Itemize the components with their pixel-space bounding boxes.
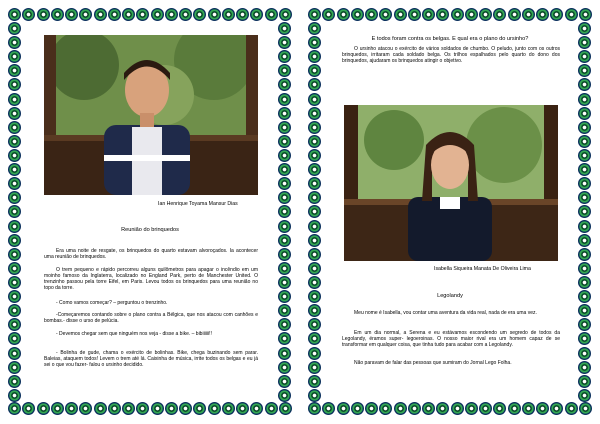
story-title: Reunião do brinquedos [121,227,179,233]
border-ornament [8,248,21,261]
border-ornament [308,205,321,218]
border-ornament [351,8,364,21]
paragraph: - Como vamos começar? – perguntou o trenzinho. [56,300,168,306]
border-ornament [578,135,591,148]
border-ornament [8,205,21,218]
border-ornament [8,304,21,317]
border-ornament [8,8,21,21]
border-ornament [308,64,321,77]
border-ornament [8,276,21,289]
border-ornament [51,402,64,415]
border-ornament [222,402,235,415]
story-title: Legolandy [437,293,463,299]
border-ornament [436,8,449,21]
border-ornament [8,78,21,91]
border-ornament [465,402,478,415]
border-ornament [451,402,464,415]
border-ornament [308,304,321,317]
decorative-border-bottom [308,402,592,416]
border-ornament [394,402,407,415]
border-ornament [8,149,21,162]
border-ornament [308,318,321,331]
border-ornament [136,8,149,21]
border-ornament [8,318,21,331]
border-ornament [122,8,135,21]
border-ornament [351,402,364,415]
border-ornament [179,8,192,21]
border-ornament [508,402,521,415]
border-ornament [308,191,321,204]
paragraph: - Bolinha de gude, chama o exército de bolinhas. Bike, chega buzinando sem parar. Baleias, ataquem todos! Levem o trem até lá. Caixinha de música, irrite todos os belgas e eu já sei o que vou fazer- falou o ursinho decidido. [44,350,258,369]
border-ornament [522,402,535,415]
border-ornament [37,402,50,415]
border-ornament [65,402,78,415]
boy-photo [44,35,258,195]
paragraph: Não paravam de falar das pessoas que sumiram do Jornal Lego Folha. [354,360,512,366]
border-ornament [579,402,592,415]
paragraph: O ursinho atacou o exército de vários soldados de chumbo. O peludo, junto com os outros brinquedos, irritaram cada soldado belga. Os trilhos espalhados pelo quarto do dono dos brinquedos, ajudaram os brinquedos atingir o objetivo. [342,46,560,65]
border-ornament [408,8,421,21]
border-ornament [308,135,321,148]
border-ornament [8,50,21,63]
border-ornament [337,8,350,21]
border-ornament [379,402,392,415]
border-ornament [479,402,492,415]
paragraph: - Devemos chegar sem que ninguém nos veja - disse a bike. – bibiiiiii!! [56,331,212,337]
border-ornament [579,8,592,21]
border-ornament [8,290,21,303]
left-page [8,8,292,416]
paragraph: -Começaremos contando sobre o plano contra a Bélgica, que nos atacou com canhões e bombas.- disse o urso de pelúcia. [44,312,258,325]
border-ornament [278,248,291,261]
border-ornament [493,8,506,21]
border-ornament [578,220,591,233]
border-ornament [308,332,321,345]
border-ornament [278,234,291,247]
border-ornament [279,402,292,415]
border-ornament [578,262,591,275]
border-ornament [8,177,21,190]
border-ornament [536,8,549,21]
border-ornament [578,93,591,106]
border-ornament [151,8,164,21]
border-ornament [278,149,291,162]
border-ornament [151,402,164,415]
border-ornament [8,36,21,49]
paragraph: Era uma noite de resgate, os brinquedos do quarto estavam alvoroçados. Ia acontecer uma reunião de brinquedos. [44,248,258,261]
border-ornament [8,163,21,176]
border-ornament [578,163,591,176]
border-ornament [278,290,291,303]
decorative-border-top [308,8,592,22]
border-ornament [337,402,350,415]
border-ornament [278,107,291,120]
border-ornament [578,332,591,345]
border-ornament [8,361,21,374]
border-ornament [8,389,21,402]
border-ornament [208,402,221,415]
border-ornament [37,8,50,21]
photo-caption: Ian Henrique Toyama Mansur Dias [158,201,238,207]
border-ornament [578,64,591,77]
border-ornament [108,8,121,21]
border-ornament [278,318,291,331]
border-ornament [8,332,21,345]
border-ornament [278,36,291,49]
border-ornament [278,191,291,204]
border-ornament [578,318,591,331]
border-ornament [578,361,591,374]
border-ornament [136,402,149,415]
border-ornament [308,347,321,360]
border-ornament [278,276,291,289]
border-ornament [422,8,435,21]
border-ornament [278,163,291,176]
border-ornament [308,78,321,91]
border-ornament [278,93,291,106]
intro-question: E todos foram contra os belgas. E qual era o plano do ursinho? [371,36,529,42]
border-ornament [278,375,291,388]
border-ornament [222,8,235,21]
border-ornament [578,205,591,218]
border-ornament [365,402,378,415]
border-ornament [8,375,21,388]
border-ornament [308,389,321,402]
border-ornament [508,8,521,21]
border-ornament [308,262,321,275]
border-ornament [308,276,321,289]
border-ornament [365,8,378,21]
border-ornament [308,107,321,120]
border-ornament [578,107,591,120]
border-ornament [308,93,321,106]
border-ornament [278,50,291,63]
border-ornament [436,402,449,415]
border-ornament [394,8,407,21]
border-ornament [465,8,478,21]
border-ornament [379,8,392,21]
border-ornament [8,93,21,106]
border-ornament [550,402,563,415]
border-ornament [308,163,321,176]
border-ornament [278,332,291,345]
border-ornament [578,234,591,247]
border-ornament [65,8,78,21]
border-ornament [578,50,591,63]
border-ornament [578,22,591,35]
border-ornament [578,78,591,91]
border-ornament [278,262,291,275]
border-ornament [578,248,591,261]
border-ornament [479,8,492,21]
border-ornament [94,8,107,21]
border-ornament [8,262,21,275]
border-ornament [8,22,21,35]
border-ornament [578,149,591,162]
border-ornament [565,402,578,415]
border-ornament [308,177,321,190]
border-ornament [193,402,206,415]
photo-caption: Isabella Siqueira Manata De Oliveira Lima [434,266,531,272]
border-ornament [308,149,321,162]
border-ornament [278,121,291,134]
decorative-border-top [8,8,292,22]
border-ornament [536,402,549,415]
border-ornament [322,402,335,415]
border-ornament [308,22,321,35]
border-ornament [8,107,21,120]
decorative-border-right [578,22,592,402]
border-ornament [451,8,464,21]
border-ornament [278,135,291,148]
border-ornament [279,8,292,21]
border-ornament [8,121,21,134]
paragraph: Meu nome é Isabella, vou contar uma aventura da vida real, nada de era uma vez. [354,310,537,316]
border-ornament [308,8,321,21]
decorative-border-left [308,22,322,402]
border-ornament [22,402,35,415]
border-ornament [308,50,321,63]
border-ornament [278,22,291,35]
border-ornament [308,402,321,415]
border-ornament [308,361,321,374]
border-ornament [308,234,321,247]
border-ornament [308,220,321,233]
decorative-border-bottom [8,402,292,416]
border-ornament [278,347,291,360]
border-ornament [51,8,64,21]
border-ornament [278,361,291,374]
border-ornament [578,304,591,317]
border-ornament [578,121,591,134]
border-ornament [408,402,421,415]
border-ornament [165,402,178,415]
border-ornament [250,8,263,21]
border-ornament [278,177,291,190]
border-ornament [308,375,321,388]
border-ornament [94,402,107,415]
border-ornament [8,234,21,247]
border-ornament [578,191,591,204]
border-ornament [278,389,291,402]
border-ornament [565,8,578,21]
border-ornament [278,205,291,218]
border-ornament [250,402,263,415]
decorative-border-right [278,22,292,402]
border-ornament [22,8,35,21]
border-ornament [8,191,21,204]
border-ornament [265,402,278,415]
border-ornament [122,402,135,415]
border-ornament [79,402,92,415]
border-ornament [208,8,221,21]
border-ornament [578,177,591,190]
border-ornament [278,64,291,77]
border-ornament [422,402,435,415]
border-ornament [8,347,21,360]
border-ornament [278,78,291,91]
border-ornament [578,375,591,388]
border-ornament [322,8,335,21]
border-ornament [550,8,563,21]
border-ornament [308,248,321,261]
border-ornament [308,121,321,134]
border-ornament [236,402,249,415]
right-page [308,8,592,416]
border-ornament [236,8,249,21]
border-ornament [493,402,506,415]
paragraph: Em um dia normal, a Serena e eu estávamos escondendo um segredo de todos da Legolandy, éramos super- legoeroinas. O nosso maior rival era um homem capaz de se transformar em qualquer coisa, que tinha tudo para acabar com a Legolandy. [342,330,560,349]
border-ornament [578,276,591,289]
border-ornament [108,402,121,415]
decorative-border-left [8,22,22,402]
border-ornament [165,8,178,21]
paragraph: O trem pequeno e rápido percorreu alguns quilômetros para apagar o incêndio em um moinho famoso da Inglaterra, localizado no England Park, perto de Manchester United. O trenzinho passou pela torre Eifel, em Paris. Levou todos os brinquedos para uma reunião no topo da torre. [44,267,258,292]
border-ornament [8,64,21,77]
border-ornament [193,8,206,21]
border-ornament [578,347,591,360]
border-ornament [8,402,21,415]
girl-photo [344,105,558,261]
border-ornament [179,402,192,415]
border-ornament [578,389,591,402]
border-ornament [522,8,535,21]
border-ornament [79,8,92,21]
border-ornament [278,304,291,317]
border-ornament [8,135,21,148]
border-ornament [265,8,278,21]
